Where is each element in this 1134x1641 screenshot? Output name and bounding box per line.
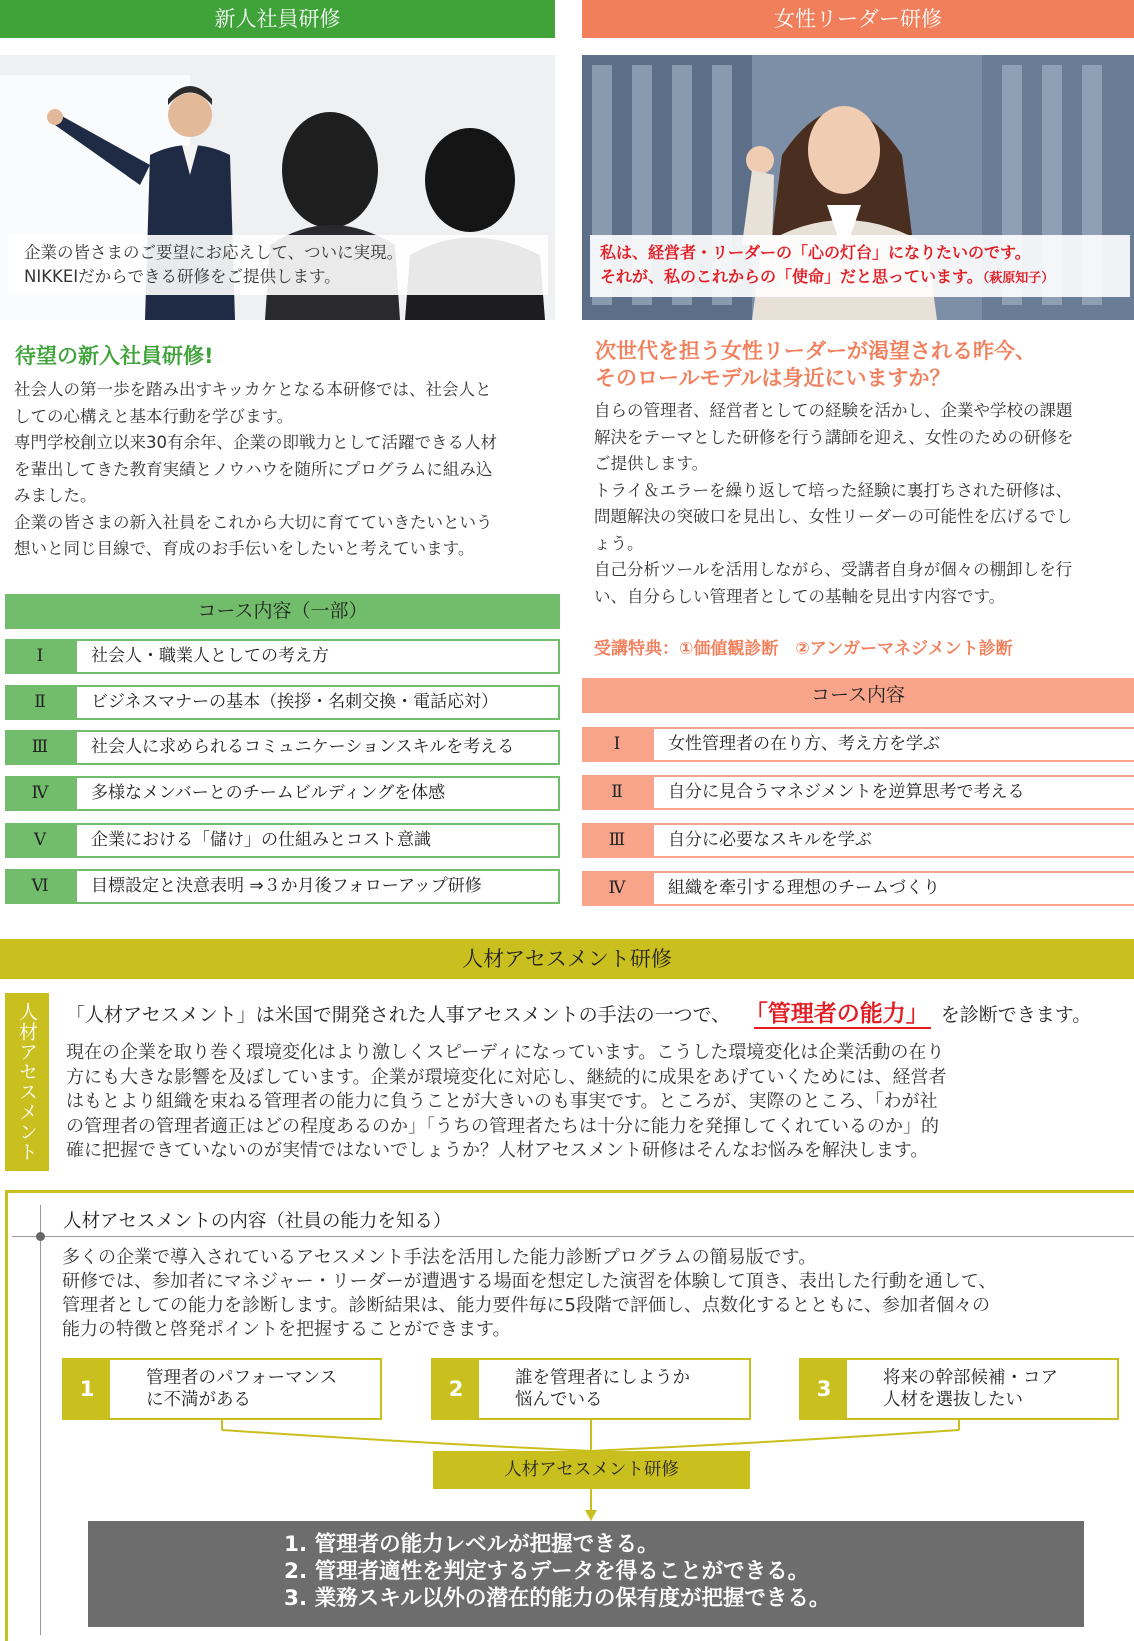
attendance-benefit: 受講特典：①価値観診断 ②アンガーマネジメント診断 (594, 639, 1013, 659)
concern-text (110, 1360, 380, 1418)
caption-line-2: それが、私のこれからの「使命」だと思っています。 (600, 267, 983, 286)
female-leader-description (594, 398, 1129, 610)
course-row (582, 823, 1134, 858)
course-text: ビジネスマナーの基本（挨拶・名刺交換・電話応対） (75, 685, 560, 720)
concern-number: 1 (64, 1360, 110, 1418)
caption-line-1: 私は、経営者・リーダーの「心の灯台」になりたいのです。 (600, 243, 1031, 262)
course-text: 多様なメンバーとのチームビルディングを体感 (75, 776, 560, 811)
concern-box (799, 1358, 1119, 1420)
course-number: Ⅵ (5, 869, 75, 904)
body-line: しての心構えと基本行動を学びます。 (14, 406, 294, 426)
body-line: 専門学校創立以来30有余年、企業の即戦力として活躍できる人材 (14, 433, 497, 452)
divider (12, 1236, 1134, 1237)
course-number: Ⅱ (5, 685, 75, 720)
title-line-2: そのロールモデルは身近にいますか？ (595, 366, 951, 390)
body-line: 自らの管理者、経営者としての経験を活かし、企業や学校の課題 (594, 401, 1073, 420)
caption-line-2-wrap (600, 265, 1120, 291)
concern-line: 管理者のパフォーマンス (146, 1368, 338, 1388)
female-leader-course-header: コース内容 (582, 678, 1134, 713)
title-line-1: 次世代を担う女性リーダーが渇望される昨今、 (595, 339, 1036, 363)
course-row (5, 730, 560, 765)
new-employee-title: 待望の新入社員研修! (15, 344, 214, 368)
concern-line: に不満がある (146, 1390, 251, 1410)
body-line: 現在の企業を取り巻く環境変化はより激しくスピーディになっています。こうした環境変化は企業活動の在り (66, 1042, 945, 1063)
course-row (582, 775, 1134, 810)
body-line: を輩出してきた教育実績とノウハウを随所にプログラムに組み込 (14, 459, 493, 479)
course-text: 自分に必要なスキルを学ぶ (652, 823, 1134, 858)
body-line: 管理者としての能力を診断します。診断結果は、能力要件毎に5段階で評価し、点数化するとともに、参加者個々の (62, 1295, 991, 1316)
assessment-description (66, 1041, 1126, 1164)
new-employee-course-header: コース内容（一部） (5, 594, 560, 629)
course-row (582, 727, 1134, 762)
bullet-dot (36, 1232, 45, 1241)
lead-after: を診断できます。 (940, 1004, 1092, 1026)
caption-line-2: NIKKEIだからできる研修をご提供します。 (24, 267, 341, 286)
caption-line-1: 企業の皆さまのご要望にお応えして、ついに実現。 (24, 243, 404, 262)
course-row (5, 639, 560, 674)
course-row (5, 869, 560, 904)
course-number: Ⅰ (5, 639, 75, 674)
course-text: 女性管理者の在り方、考え方を学ぶ (652, 727, 1134, 762)
course-number: Ⅲ (5, 730, 75, 765)
body-line: トライ＆エラーを繰り返して培った経験に裏打ちされた研修は、 (594, 480, 1073, 500)
body-line: 自己分析ツールを活用しながら、受講者自身が個々の棚卸しを行 (594, 560, 1073, 579)
caption-author: （萩原知子） (982, 271, 1055, 286)
body-line: 方にも大きな影響を及ぼしています。企業が環境変化に対応し、継続的に成果をあげていくためには、経営者 (66, 1066, 947, 1088)
body-line: はもとより組織を束ねる管理者の能力に負うことが大きいのも事実です。ところが、実際のところ、「わが社 (66, 1091, 938, 1112)
course-number: Ⅳ (582, 871, 652, 906)
new-employee-header: 新人社員研修 (0, 0, 555, 38)
body-line: 解決をテーマとした研修を行う講師を迎え、女性のための研修を (594, 427, 1074, 447)
concern-text (479, 1360, 749, 1418)
result-line: 3. 業務スキル以外の潜在的能力の保有度が把握できる。 (284, 1586, 831, 1611)
course-number: Ⅲ (582, 823, 652, 858)
course-text: 社会人・職業人としての考え方 (75, 639, 560, 674)
concern-box (62, 1358, 382, 1420)
new-employee-caption (8, 235, 548, 295)
body-line: 多くの企業で導入されているアセスメント手法を活用した能力診断プログラムの簡易版です。 (62, 1247, 817, 1268)
course-number: Ⅳ (5, 776, 75, 811)
body-line: 企業の皆さまの新入社員をこれから大切に育てていきたいという (14, 512, 493, 532)
course-number: Ⅰ (582, 727, 652, 762)
assessment-lead (66, 998, 1134, 1031)
result-line: 1. 管理者の能力レベルが把握できる。 (284, 1532, 659, 1557)
course-number: Ⅴ (5, 823, 75, 858)
body-line: 問題解決の突破口を見出し、女性リーダーの可能性を広げるでし (594, 507, 1073, 526)
lead-before: 「人材アセスメント」は米国で開発された人事アセスメントの手法の一つで、 (66, 1004, 731, 1026)
body-line: みました。 (14, 486, 97, 505)
body-line: 研修では、参加者にマネジャー・リーダーが遭遇する場面を想定した演習を体験して頂き、表出した行動を通して、 (62, 1271, 997, 1292)
new-employee-description (14, 377, 554, 563)
assessment-header: 人材アセスメント研修 (0, 939, 1134, 979)
female-leader-title (595, 338, 1125, 392)
body-line: の管理者の管理者適正はどの程度あるのか」「うちの管理者たちは十分に能力を発揮してくれているのか」的 (66, 1115, 939, 1137)
course-row (5, 823, 560, 858)
female-leader-header: 女性リーダー研修 (582, 0, 1134, 38)
new-employee-photo (0, 55, 555, 320)
lead-highlight: 「管理者の能力」 (756, 1001, 929, 1027)
concern-line: 将来の幹部候補・コア (883, 1368, 1058, 1388)
body-line: い、自分らしい管理者としての基軸を見出す内容です。 (594, 586, 1006, 606)
assessment-content-description (62, 1246, 1132, 1342)
course-row (5, 776, 560, 811)
female-leader-photo (582, 55, 1134, 320)
course-text: 自分に見合うマネジメントを逆算思考で考える (652, 775, 1134, 810)
arrow-down-icon (585, 1510, 597, 1521)
body-line: 能力の特徴と啓発ポイントを把握することができます。 (62, 1319, 511, 1340)
assessment-content-title: 人材アセスメントの内容（社員の能力を知る） (63, 1211, 452, 1232)
concern-line: 人材を選抜したい (883, 1390, 1023, 1410)
course-text: 社会人に求められるコミュニケーションスキルを考える (75, 730, 560, 765)
course-row (582, 871, 1134, 906)
assessment-results (88, 1521, 1084, 1627)
body-line: 社会人の第一歩を踏み出すキッカケとなる本研修では、社会人と (14, 380, 492, 399)
female-leader-caption (590, 235, 1130, 297)
course-text: 企業における「儲け」の仕組みとコスト意識 (75, 823, 560, 858)
concern-box (431, 1358, 751, 1420)
body-line: 想いと同じ目線で、育成のお手伝いをしたいと考えています。 (14, 539, 475, 558)
assessment-training-label: 人材アセスメント研修 (433, 1451, 750, 1489)
concern-line: 誰を管理者にしようか (515, 1368, 690, 1388)
course-text: 組織を牽引する理想のチームづくり (652, 871, 1134, 906)
concern-line: 悩んでいる (515, 1390, 603, 1410)
result-line: 2. 管理者適性を判定するデータを得ることができる。 (284, 1559, 810, 1584)
body-line: 確に把握できていないのが実情ではないでしょうか？人材アセスメント研修はそんなお悩みを解決します。 (66, 1140, 929, 1161)
course-row (5, 685, 560, 720)
body-line: ょう。 (594, 533, 644, 553)
course-text: 目標設定と決意表明 ⇒３か月後フォローアップ研修 (75, 869, 560, 904)
assessment-side-label: 人材アセスメント (5, 993, 49, 1171)
concern-number: 3 (801, 1360, 847, 1418)
body-line: ご提供します。 (594, 454, 709, 473)
concern-number: 2 (433, 1360, 479, 1418)
course-number: Ⅱ (582, 775, 652, 810)
concern-text (847, 1360, 1117, 1418)
